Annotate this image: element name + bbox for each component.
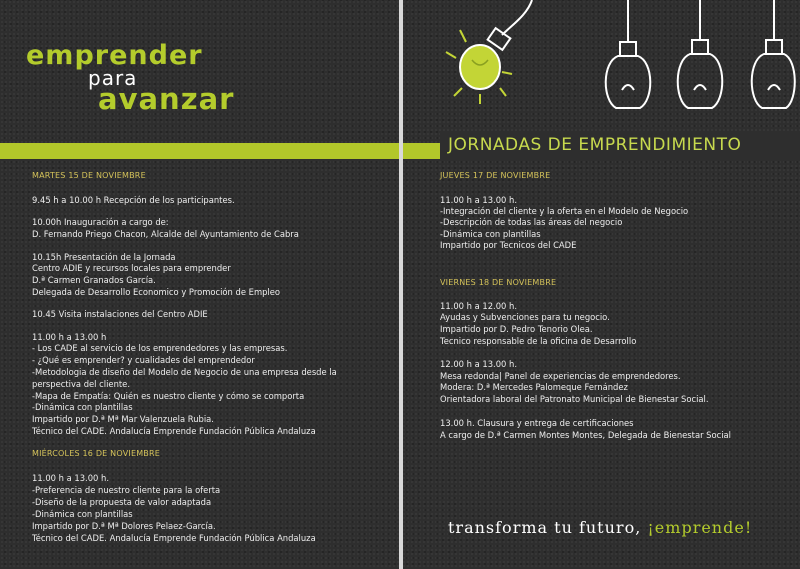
program-line: 13.00 h. Clausura y entrega de certificaciones	[440, 418, 634, 428]
logo-emprender: emprender	[26, 40, 203, 71]
accent-band-left	[0, 143, 399, 159]
program-line: Tecnico responsable de la oficina de Desarrollo	[440, 336, 637, 346]
tagline	[448, 518, 752, 537]
program-line: Delegada de Desarrollo Economico y Promoción de Empleo	[32, 287, 281, 297]
program-line: Técnico del CADE. Andalucía Emprende Fundación Pública Andaluza	[32, 426, 316, 436]
program-line: -Mapa de Empatía: Quién es nuestro cliente y cómo se comporta	[32, 391, 305, 401]
program-line: 10.45 Visita instalaciones del Centro ADIE	[32, 309, 208, 319]
program-line: -Integración del cliente y la oferta en el Modelo de Negocio	[440, 206, 689, 216]
program-line: 11.00 h a 13.00 h.	[32, 473, 110, 483]
day-heading-jueves: JUEVES 17 DE NOVIEMBRE	[440, 171, 551, 180]
program-line: Impartido por D.ª Mª Dolores Pelaez-García.	[32, 521, 216, 531]
unlit-bulb-icon	[678, 0, 723, 108]
unlit-bulb-icon	[606, 0, 651, 108]
program-line: Orientadora laboral del Patronato Municipal de Bienestar Social.	[440, 394, 709, 404]
program-line: -Descripción de todas las áreas del negocio	[440, 217, 623, 227]
page-title: JORNADAS DE EMPRENDIMIENTO	[440, 131, 800, 159]
program-line: -Preferencia de nuestro cliente para la oferta	[32, 485, 221, 495]
program-line: 10.00h Inauguración a cargo de:	[32, 217, 169, 227]
program-line: -Diseño de la propuesta de valor adaptada	[32, 497, 212, 507]
program-line: Impartido por Tecnicos del CADE	[440, 240, 577, 250]
program-line: A cargo de D.ª Carmen Montes Montes, Delegada de Bienestar Social	[440, 430, 732, 440]
day-heading-miercoles: MIÉRCOLES 16 DE NOVIEMBRE	[32, 449, 161, 458]
program-line: -Dinámica con plantillas	[32, 402, 133, 412]
program-line: - Los CADE al servicio de los emprendedores y las empresas.	[32, 343, 288, 353]
program-line: 11.00 h a 13.00 h	[32, 332, 107, 342]
program-line: Modera: D.ª Mercedes Palomeque Fernández	[440, 382, 628, 392]
tagline-main: transforma tu futuro,	[448, 518, 648, 537]
program-line: Ayudas y Subvenciones para tu negocio.	[440, 312, 610, 322]
program-line: -Dinámica con plantillas	[440, 229, 541, 239]
program-line: Impartido por D.ª Mª Mar Valenzuela Rubia.	[32, 414, 214, 424]
program-line: Impartido por D. Pedro Tenorio Olea.	[440, 324, 593, 334]
day-heading-viernes: VIERNES 18 DE NOVIEMBRE	[440, 278, 557, 287]
program-line: Mesa redonda| Panel de experiencias de emprendedores.	[440, 371, 681, 381]
program-line: D. Fernando Priego Chacon, Alcalde del Ayuntamiento de Cabra	[32, 229, 299, 239]
tagline-highlight: ¡emprende!	[647, 518, 753, 537]
program-line: D.ª Carmen Granados García.	[32, 275, 156, 285]
program-line: Técnico del CADE. Andalucía Emprende Fundación Pública Andaluza	[32, 533, 316, 543]
logo-para: para	[88, 66, 138, 90]
program-line: 11.00 h a 12.00 h.	[440, 301, 518, 311]
program-line: -Dinámica con plantillas	[32, 509, 133, 519]
logo-avanzar: avanzar	[98, 82, 235, 116]
program-line: - ¿Qué es emprender? y cualidades del emprendedor	[32, 355, 255, 365]
light-bulbs-illustration	[402, 0, 800, 130]
day-heading-martes: MARTES 15 DE NOVIEMBRE	[32, 171, 146, 180]
program-line: 10.15h Presentación de la Jornada	[32, 252, 176, 262]
program-line: perspectiva del cliente.	[32, 379, 130, 389]
program-line: Centro ADIE y recursos locales para emprender	[32, 263, 231, 273]
program-line: 9.45 h a 10.00 h Recepción de los participantes.	[32, 195, 235, 205]
program-line: 12.00 h a 13.00 h.	[440, 359, 518, 369]
program-line: 11.00 h a 13.00 h.	[440, 195, 518, 205]
program-line: -Metodologia de diseño del Modelo de Negocio de una empresa desde la	[32, 367, 337, 377]
lit-bulb-icon	[446, 0, 532, 104]
unlit-bulb-icon	[752, 0, 795, 108]
